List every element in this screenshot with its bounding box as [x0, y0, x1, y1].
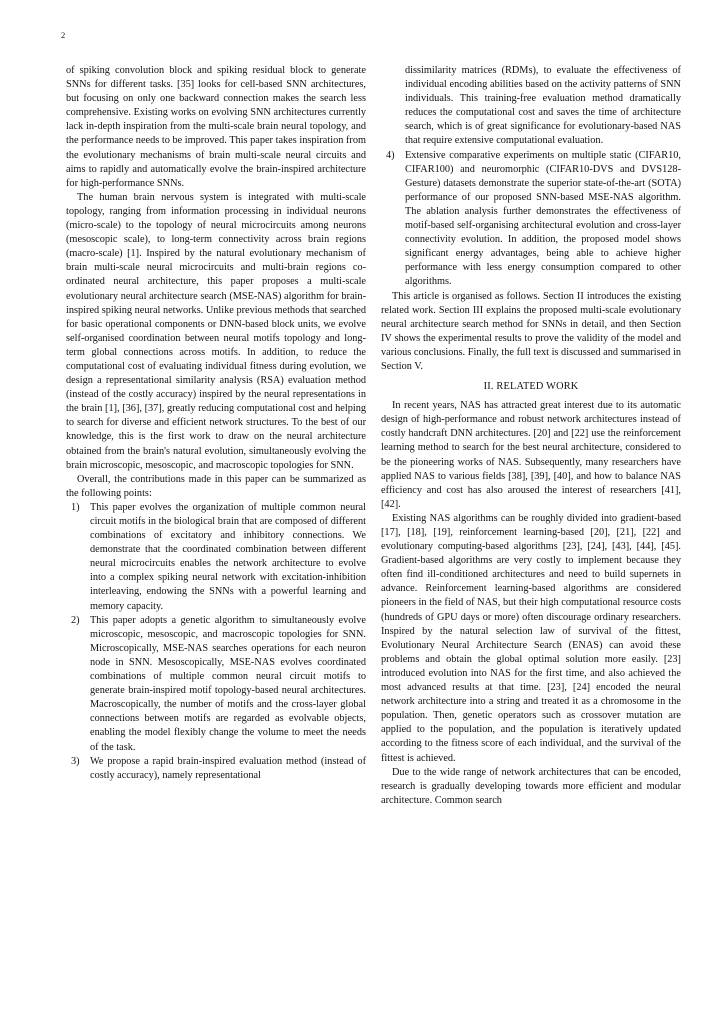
paragraph-nas-categories: Existing NAS algorithms can be roughly divided into gradient-based [17], [18], [19], reinforcement learning-based [20], [21], [22] and evolutionary computing-based algorithms [23], [24], [43], [44], [45]. Gradient-based algorithms are very costly to implement because they often find ill-conditioned architectures and need to build supernets in advance. Reinforcement learning-based algorithms are considered pioneers in the field of NAS, but their high computational resource costs (hundreds of GPU days or more) often discourage ordinary researchers. Inspired by the natural selection law of survival of the fittest, Evolutionary Neural Architecture Search (ENAS) can avoid these problems and obtain the global optimal solution more easily. [23] introduced evolution into NAS for the first time, and also achieved the most advanced results at that time. [23], [24] encoded the neural network architecture into a string and treated it as a chromosome in the population. Then, genetic operators such as crossover mutation are applied to the population, and the population is iteratively updated according to the fitness score of each individual, and the survival of the fittest is achieved. [381, 512, 681, 764]
contribution-item [381, 64, 681, 149]
contribution-text: dissimilarity matrices (RDMs), to evaluate the effectiveness of individual encoding abilities based on the activity patterns of SNN individuals. This training-free evaluation method dramatically reduces the computational cost and saves the time of architecture search, which is of great significance for evolutionary-based NAS that require extensive computational evaluation. [405, 65, 681, 147]
paragraph-search-spaces: Due to the wide range of network architectures that can be encoded, research is gradually developing towards more efficient and modular architecture. Common search [381, 766, 681, 806]
paragraph-intro-tail: of spiking convolution block and spiking residual block to generate SNNs for different tasks. [35] looks for cell-based SNN architectures, but focusing on only one backward connection makes the search less comprehensive. Existing works on evolving SNN architectures currently lack in-depth inspiration from the multi-scale brain neural topology, and the performance needs to be improved. This paper takes inspiration from the evolutionary mechanisms of brain multi-scale neural circuits and aims to rapidly and automatically evolve the brain-inspired architecture for high-performance SNNs. [66, 65, 366, 189]
page-number: 2 [61, 30, 66, 40]
contribution-number: 1) [71, 501, 80, 513]
left-column [66, 64, 366, 783]
paragraph-contributions-intro: Overall, the contributions made in this paper can be summarized as the following points: [66, 473, 366, 499]
contributions-list [66, 501, 366, 783]
right-column [381, 64, 681, 808]
contribution-text: Extensive comparative experiments on multiple static (CIFAR10, CIFAR100) and neuromorphic (CIFAR10-DVS and DVS128-Gesture) datasets demonstrate the superior state-of-the-art (SOTA) performance of our proposed SNN-based MSE-NAS algorithm. The ablation analysis further demonstrates the effectiveness of motif-based self-organising architectural evolution and cross-layer connectivity evolution. In addition, the proposed model shows significant energy advantages, being able to achieve higher performance with less energy consumption compared to other algorithms. [405, 149, 681, 288]
contribution-item [66, 501, 366, 614]
contribution-item [66, 755, 366, 783]
contribution-text: This paper evolves the organization of multiple common neural circuit motifs in the biological brain that are composed of different combinations of excitatory and inhibitory connections. We demonstrate that the coordinated combination between different neural microcircuits enables the network architecture to evolve into a complex spiking neural network with excitation-inhibition interleaving, endowing the SNNs with a powerful learning and memory capacity. [90, 501, 366, 612]
contribution-number: 3) [71, 755, 80, 767]
contribution-number: 4) [386, 149, 395, 161]
contribution-text: This paper adopts a genetic algorithm to simultaneously evolve microscopic, mesoscopic, and macroscopic topologies for SNN. Microscopically, MSE-NAS searches operations for each neuron node in SNN. Mesoscopically, MSE-NAS evolves coordinated combinations of multiple common neural circuit motifs to generate brain-inspired motif topology-based neural architectures. Macroscopically, the number of motifs and the cross-layer global connections between motifs are regarded as evolvable objects, enabling the model flexibly change the volume to meet the needs of the task. [90, 614, 366, 753]
contribution-item [381, 149, 681, 290]
contribution-number: 2) [71, 614, 80, 626]
paragraph-nas-overview: In recent years, NAS has attracted great interest due to its automatic design of high-performance and robust network architectures instead of costly handcraft DNN architectures. [20] and [22] use the reinforcement learning method to search for the best neural architecture, considered to be the pioneering works of NAS. Subsequently, many researchers have applied NAS to various fields [38], [39], [40], and how to balance NAS efficiency and cost has also aroused the interest of researchers [41], [42]. [381, 400, 681, 510]
contributions-list-continued [381, 64, 681, 290]
paragraph-brain-topology: The human brain nervous system is integrated with multi-scale topology, ranging from information processing in individual neurons (micro-scale) to the topology of neural microcircuits among neurons (mesoscopic scale), to long-term connectivity across brain regions (macro-scale) [1]. Inspired by the natural evolutionary mechanism of brain multi-scale neural microcircuits and multi-brain regions co-ordinated neural architecture, this paper proposes a multi-scale evolutionary neural architecture search (MSE-NAS) algorithm for brain-inspired spiking neural networks. Unlike previous methods that searched for basic operational components or DNN-based block units, we evolve self-organised coordination between neural motifs topology and long-term global connections across motifs. In addition, to reduce the computational cost of evaluating individual fitness during evolution, we design a representational similarity analysis (RSA) evaluation method (instead of the costly accuracy) inspired by the neural representations in the brain [1], [36], [37], greatly reducing computational cost and helping to search for diverse and efficient network structures. To the best of our knowledge, this is the first work to draw on the neural architecture obtained from the brain's natural evolution, simultaneously evolving the brain microscopic, mesoscopic, and macroscopic topologies for SNN. [66, 191, 366, 471]
section-heading-related-work: II. RELATED WORK [483, 381, 579, 393]
contribution-text: We propose a rapid brain-inspired evaluation method (instead of costly accuracy), namely representational [90, 755, 366, 781]
contribution-item [66, 614, 366, 755]
paragraph-organisation: This article is organised as follows. Section II introduces the existing related work. Section III explains the proposed multi-scale evolutionary neural architecture search method for SNNs in detail, and then Section IV shows the experimental results to prove the validity of the model and various conclusions. Finally, the full text is discussed and summarised in Section V. [381, 290, 681, 372]
